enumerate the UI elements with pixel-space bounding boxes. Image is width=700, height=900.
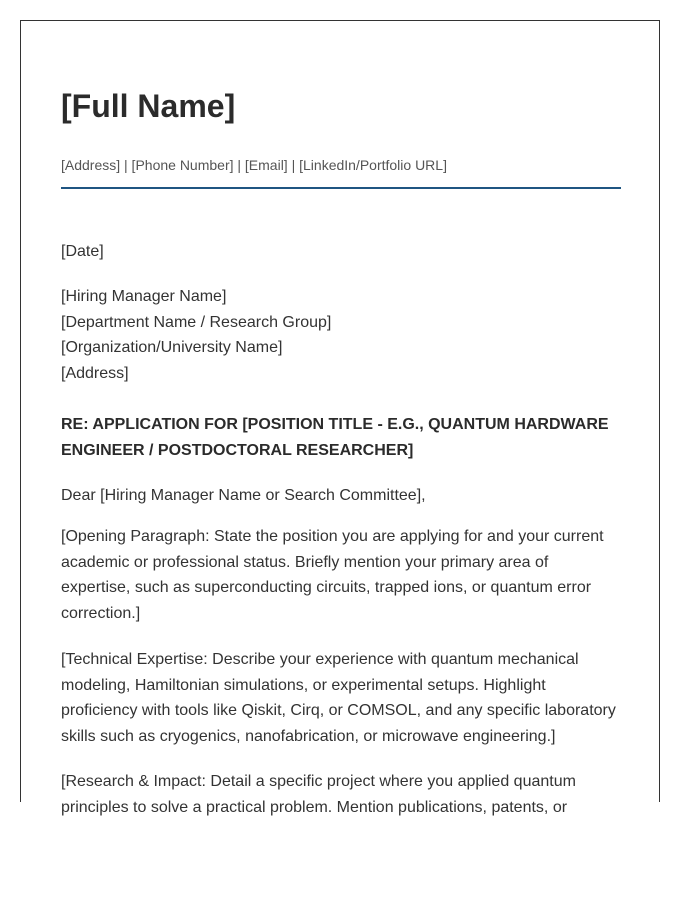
recipient-line: [Address]	[61, 364, 129, 382]
recipient-line: [Hiring Manager Name]	[61, 288, 227, 305]
subject-text: ENGINEER / POSTDOCTORAL RESEARCHER]	[61, 441, 414, 459]
paragraph-line: [Research & Impact: Detail a specific project where you applied quantum	[61, 773, 576, 790]
recipient-block	[61, 284, 621, 386]
paragraph-line: principles to solve a practical problem. Mention publications, patents, or	[61, 798, 568, 816]
opening-paragraph	[61, 524, 621, 626]
letter-page	[20, 20, 660, 816]
subject-line	[61, 412, 621, 463]
paragraph-line: expertise, such as superconducting circuits, trapped ions, or quantum error	[61, 579, 592, 597]
technical-paragraph	[61, 647, 621, 749]
paragraph-line: academic or professional status. Briefly mention your primary area of	[61, 553, 549, 571]
header-divider	[61, 187, 621, 189]
salutation-text: Dear [Hiring Manager Name or Search Committee],	[61, 487, 426, 504]
salutation	[61, 483, 621, 509]
paragraph-line: proficiency with tools like Qiskit, Cirq, or COMSOL, and any specific laboratory	[61, 702, 616, 720]
paragraph-line: modeling, Hamiltonian simulations, or experimental setups. Highlight	[61, 676, 546, 694]
recipient-line: [Department Name / Research Group]	[61, 313, 332, 331]
paragraph-line: correction.]	[61, 604, 141, 622]
applicant-name: [Full Name]	[61, 88, 236, 124]
date-line: [Date]	[61, 243, 104, 260]
paragraph-line: [Opening Paragraph: State the position you are applying for and your current	[61, 528, 604, 545]
letter-date	[61, 239, 621, 265]
contact-line: [Address] | [Phone Number] | [Email] | [LinkedIn/Portfolio URL]	[61, 157, 447, 173]
paragraph-line: skills such as cryogenics, nanofabrication, or microwave engineering.]	[61, 727, 556, 745]
subject-text: RE: APPLICATION FOR [POSITION TITLE - E.G., QUANTUM HARDWARE	[61, 416, 609, 433]
recipient-line: [Organization/University Name]	[61, 339, 283, 357]
research-paragraph	[61, 769, 621, 820]
paragraph-line: [Technical Expertise: Describe your experience with quantum mechanical	[61, 651, 579, 668]
